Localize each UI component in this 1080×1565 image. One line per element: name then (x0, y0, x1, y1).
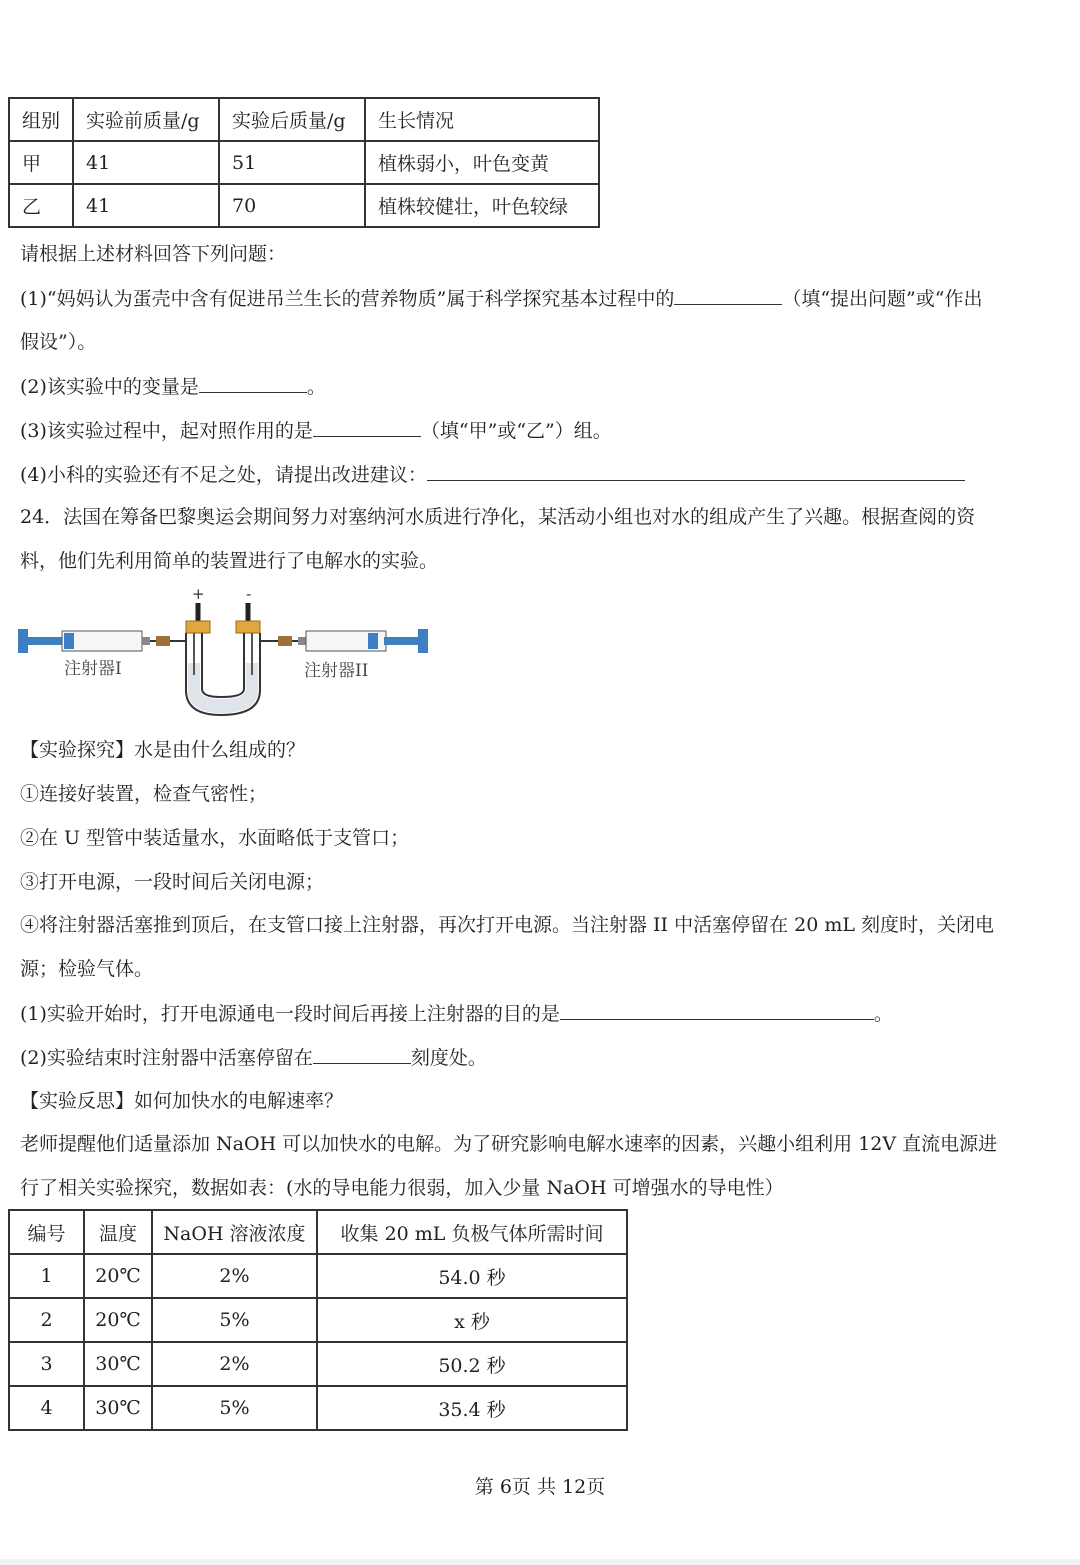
answer-blank[interactable] (199, 372, 307, 393)
right-connector (278, 636, 292, 646)
table-header-cell: 温度 (84, 1210, 152, 1254)
table-header-cell: NaOH 溶液浓度 (152, 1210, 317, 1254)
table-cell: 甲 (9, 141, 73, 184)
q23-sub1 (20, 284, 983, 313)
table-header-cell: 生长情况 (365, 98, 599, 141)
table-cell: 3 (9, 1342, 84, 1386)
table-cell: 2% (152, 1342, 317, 1386)
q23-intro: 请根据上述材料回答下列问题： (20, 243, 287, 265)
syringe-1-plunger-head (18, 629, 28, 653)
q24-sub2-end: 刻度处。 (410, 1047, 487, 1069)
table-header-row (9, 1210, 627, 1254)
table-row (9, 1386, 627, 1430)
left-stopper (186, 621, 210, 633)
q24-intro-1: 24．法国在筹备巴黎奥运会期间努力对塞纳河水质进行净化，某活动小组也对水的组成产生了兴趣。根据查阅的资 (20, 506, 976, 528)
q24-sub2 (20, 1043, 487, 1072)
plus-terminal-label: + (192, 585, 205, 603)
table-cell: 5% (152, 1386, 317, 1430)
table-cell: 30℃ (84, 1386, 152, 1430)
q24-sub2-text: (2)实验结束时注射器中活塞停留在 (20, 1047, 313, 1069)
u-tube-inner (202, 633, 244, 697)
explore-title: 【实验探究】水是由什么组成的？ (20, 739, 306, 761)
step-4-cont: 源；检验气体。 (20, 958, 154, 980)
table-header-cell: 编号 (9, 1210, 84, 1254)
syringe-2-plunger-head (418, 629, 428, 653)
table-cell: 植株较健壮，叶色较绿 (365, 184, 599, 227)
syringe-1-label: 注射器I (64, 659, 122, 679)
table-row (9, 141, 599, 184)
water (188, 663, 258, 713)
page-number-footer: 第 6页 共 12页 (474, 1476, 606, 1498)
table-cell: 70 (219, 184, 365, 227)
q24-sub1 (20, 999, 893, 1028)
reflect-text-1: 老师提醒他们适量添加 NaOH 可以加快水的电解。为了研究影响电解水速率的因素，兴趣小组利用 12V 直流电源进 (20, 1133, 998, 1155)
syringe-1-tip (142, 637, 150, 645)
answer-blank[interactable] (313, 1043, 411, 1064)
table-header-cell: 组别 (9, 98, 73, 141)
table-cell: 30℃ (84, 1342, 152, 1386)
table-cell: 2 (9, 1298, 84, 1342)
table-row (9, 1298, 627, 1342)
table-header-row (9, 98, 599, 141)
reflect-title: 【实验反思】如何加快水的电解速率？ (20, 1090, 344, 1112)
table-cell: 50.2 秒 (317, 1342, 627, 1386)
syringe-2-tip (298, 637, 306, 645)
growth-table (8, 97, 600, 228)
answer-blank[interactable] (313, 416, 421, 437)
table-cell: 植株弱小，叶色变黄 (365, 141, 599, 184)
q24-sub1-text: (1)实验开始时，打开电源通电一段时间后再接上注射器的目的是 (20, 1003, 560, 1025)
table-cell: 5% (152, 1298, 317, 1342)
bottom-divider (0, 1559, 1080, 1565)
table-cell: 51 (219, 141, 365, 184)
right-stopper (236, 621, 260, 633)
table-cell: 1 (9, 1254, 84, 1298)
table-row (9, 1254, 627, 1298)
table-cell: 54.0 秒 (317, 1254, 627, 1298)
table-row (9, 1342, 627, 1386)
table-cell: 41 (73, 141, 219, 184)
q24-intro-2: 料，他们先利用简单的装置进行了电解水的实验。 (20, 550, 439, 572)
q23-sub1-hint: （填“提出问题”或“作出 (782, 288, 983, 310)
table-header-cell: 收集 20 mL 负极气体所需时间 (317, 1210, 627, 1254)
table-cell: 乙 (9, 184, 73, 227)
table-cell: 4 (9, 1386, 84, 1430)
table-cell: 20℃ (84, 1298, 152, 1342)
syringe-1-plunger-rod (28, 637, 64, 645)
q23-sub3-text: (3)该实验过程中，起对照作用的是 (20, 420, 313, 442)
table-cell: x 秒 (317, 1298, 627, 1342)
left-connector (156, 636, 170, 646)
q23-sub2-text: (2)该实验中的变量是 (20, 376, 199, 398)
table-cell: 20℃ (84, 1254, 152, 1298)
q23-sub3 (20, 416, 612, 445)
q23-sub4-text: (4)小科的实验还有不足之处，请提出改进建议： (20, 464, 427, 486)
answer-blank[interactable] (560, 999, 874, 1020)
q23-sub1-cont: 假设”）。 (20, 331, 97, 353)
q23-sub4 (20, 460, 965, 489)
step-4: ④将注射器活塞推到顶后，在支管口接上注射器，再次打开电源。当注射器 II 中活塞停留在 20 mL 刻度时，关闭电 (20, 914, 995, 936)
table-cell: 2% (152, 1254, 317, 1298)
step-3: ③打开电源，一段时间后关闭电源； (20, 871, 325, 893)
syringe-2-label: 注射器II (304, 661, 369, 681)
syringe-2-piston (368, 633, 378, 649)
table-row (9, 184, 599, 227)
table-cell: 35.4 秒 (317, 1386, 627, 1430)
answer-blank[interactable] (427, 460, 965, 481)
electrolysis-apparatus-figure (16, 585, 436, 720)
reflect-text-2: 行了相关实验探究，数据如表：(水的导电能力很弱，加入少量 NaOH 可增强水的导电性） (20, 1177, 784, 1199)
q23-sub3-hint: （填“甲”或“乙”）组。 (420, 420, 612, 442)
electrolysis-table (8, 1209, 628, 1431)
syringe-2-plunger-rod (384, 637, 420, 645)
q23-sub2-end: 。 (306, 376, 326, 398)
minus-terminal-label: - (246, 585, 252, 603)
table-header-cell: 实验前质量/g (73, 98, 219, 141)
q23-sub1-text: (1)“妈妈认为蛋壳中含有促进吊兰生长的营养物质”属于科学探究基本过程中的 (20, 288, 675, 310)
step-1: ①连接好装置，检查气密性； (20, 783, 268, 805)
q23-sub2 (20, 372, 326, 401)
q24-sub1-end: 。 (873, 1003, 893, 1025)
syringe-1-piston (64, 633, 74, 649)
answer-blank[interactable] (674, 284, 782, 305)
table-header-cell: 实验后质量/g (219, 98, 365, 141)
table-cell: 41 (73, 184, 219, 227)
step-2: ②在 U 型管中装适量水，水面略低于支管口； (20, 827, 410, 849)
